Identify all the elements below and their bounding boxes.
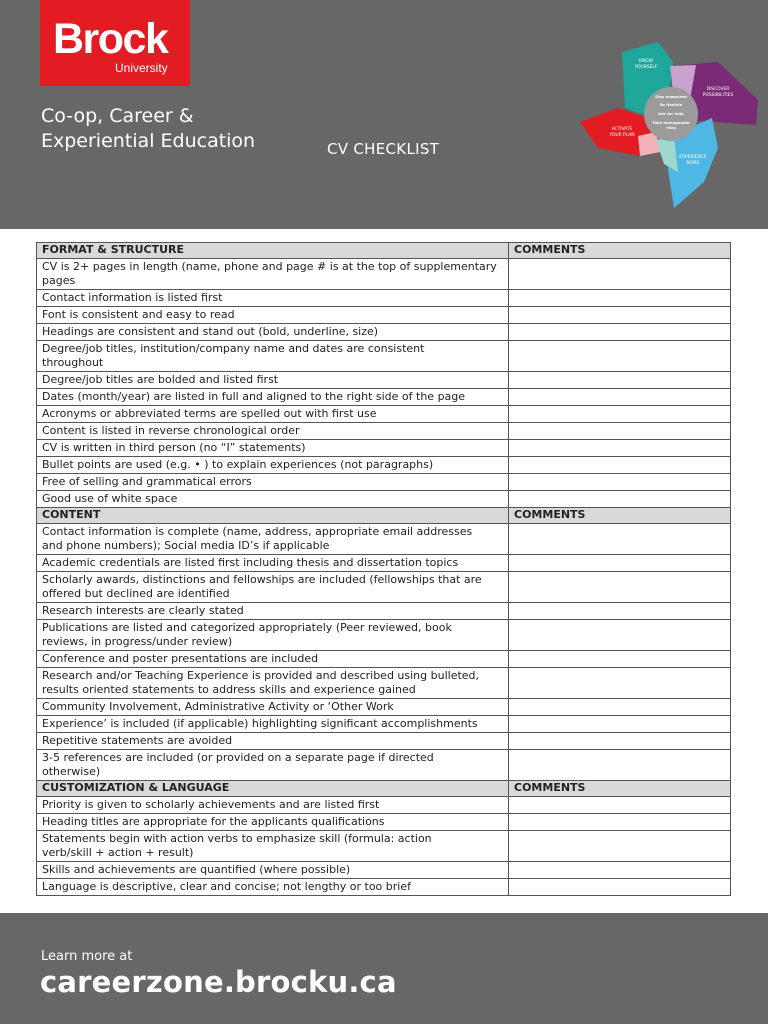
checklist-item-text (37, 699, 509, 716)
comments-cell[interactable] (509, 440, 731, 457)
checklist-item-line: CV is 2+ pages in length (name, phone and page # is at the top of supplementary (42, 259, 497, 273)
checklist-item-text (37, 750, 509, 781)
pinwheel-center-line2: Be flexible (659, 102, 683, 107)
checklist-row (37, 572, 731, 603)
checklist-item-line: Contact information is complete (name, address, appropriate email addresses (42, 524, 473, 538)
checklist-row (37, 879, 731, 896)
career-pinwheel-graphic (578, 40, 762, 210)
checklist-item-line: Contact information is listed first (42, 290, 223, 304)
checklist-row (37, 831, 731, 862)
pinwheel-activate-line1: ACTIVATE (611, 127, 633, 132)
comments-cell[interactable] (509, 831, 731, 862)
checklist-item-line: Community Involvement, Administrative Activity or ‘Other Work (42, 699, 394, 713)
checklist-item-text (37, 290, 509, 307)
section-header-row (37, 781, 731, 797)
section-header-row (37, 243, 731, 259)
logo-university-text: University (115, 61, 168, 75)
department-name (41, 104, 255, 154)
checklist-item-line: Conference and poster presentations are included (42, 651, 319, 665)
brock-logo (40, 0, 190, 86)
comments-cell[interactable] (509, 668, 731, 699)
checklist-item-line: Publications are listed and categorized appropriately (Peer reviewed, book (42, 620, 452, 634)
checklist-item-text (37, 862, 509, 879)
checklist-item-text (37, 814, 509, 831)
checklist-item-text (37, 879, 509, 896)
checklist-item-text (37, 457, 509, 474)
checklist-item-text (37, 307, 509, 324)
checklist-row (37, 862, 731, 879)
pinwheel-know-line2: YOURSELF (634, 65, 658, 70)
checklist-item-text (37, 524, 509, 555)
pinwheel-center-line1: Stay organized (654, 94, 688, 99)
checklist-row (37, 423, 731, 440)
checklist-item-line: Free of selling and grammatical errors (42, 474, 252, 488)
checklist-row (37, 406, 731, 423)
checklist-item-text (37, 555, 509, 572)
pinwheel-know-line1: KNOW (639, 59, 653, 64)
pinwheel-activate-line2: YOUR PLAN (609, 133, 635, 138)
checklist-item-line: Dates (month/year) are listed in full and aligned to the right side of the page (42, 389, 466, 403)
checklist-item-text (37, 406, 509, 423)
comments-header: COMMENTS (509, 508, 731, 524)
checklist-row (37, 491, 731, 508)
comments-cell[interactable] (509, 474, 731, 491)
comments-cell[interactable] (509, 862, 731, 879)
checklist-item-text (37, 797, 509, 814)
department-line-2: Experiential Education (41, 130, 256, 152)
comments-cell[interactable] (509, 457, 731, 474)
logo-brand-text: Brock (53, 15, 168, 63)
checklist-item-line: Skills and achievements are quantified (where possible) (42, 862, 351, 876)
comments-cell[interactable] (509, 572, 731, 603)
comments-cell[interactable] (509, 423, 731, 440)
checklist-item-text (37, 372, 509, 389)
comments-cell[interactable] (509, 524, 731, 555)
checklist-item-line: Experience’ is included (if applicable) highlighting significant accomplishments (42, 716, 478, 730)
checklist-item-text (37, 423, 509, 440)
checklist-row (37, 341, 731, 372)
checklist-row (37, 797, 731, 814)
checklist-item-text (37, 259, 509, 290)
pinwheel-experience-line1: EXPERIENCE (679, 155, 707, 160)
checklist-item-line: 3-5 references are included (or provided on a separate page if directed (42, 750, 434, 764)
checklist-row (37, 699, 731, 716)
checklist-item-line: Statements begin with action verbs to emphasize skill (formula: action (42, 831, 432, 845)
comments-header: COMMENTS (509, 243, 731, 259)
comments-cell[interactable] (509, 797, 731, 814)
checklist-item-text (37, 733, 509, 750)
checklist-item-line: Repetitive statements are avoided (42, 733, 233, 747)
checklist-row (37, 555, 731, 572)
comments-cell[interactable] (509, 620, 731, 651)
checklist-row (37, 668, 731, 699)
checklist-item-line: offered but declined are identified (42, 587, 230, 600)
comments-cell[interactable] (509, 491, 731, 508)
checklist-item-text (37, 603, 509, 620)
pinwheel-discover-line1: DISCOVER (706, 87, 730, 92)
section-title: CUSTOMIZATION & LANGUAGE (37, 781, 509, 797)
comments-cell[interactable] (509, 750, 731, 781)
checklist-item-text (37, 716, 509, 733)
checklist-item-text (37, 668, 509, 699)
checklist-row (37, 716, 731, 733)
checklist-item-line: throughout (42, 356, 104, 369)
checklist-row (37, 290, 731, 307)
checklist-item-line: Scholarly awards, distinctions and fellowships are included (fellowships that are (42, 572, 482, 586)
comments-cell[interactable] (509, 406, 731, 423)
checklist-row (37, 750, 731, 781)
checklist-item-text (37, 474, 509, 491)
pinwheel-center-line3: Ask for help (658, 111, 684, 116)
checklist-item-line: Research and/or Teaching Experience is provided and described using bulleted, (42, 668, 480, 682)
cv-checklist-table (36, 242, 731, 896)
checklist-item-line: CV is written in third person (no “I” statements) (42, 440, 306, 454)
checklist-item-text (37, 389, 509, 406)
checklist-row (37, 372, 731, 389)
comments-cell[interactable] (509, 290, 731, 307)
department-line-1: Co-op, Career & (41, 105, 194, 127)
checklist-item-text (37, 341, 509, 372)
comments-cell[interactable] (509, 699, 731, 716)
checklist-row (37, 324, 731, 341)
checklist-item-line: Font is consistent and easy to read (42, 307, 235, 321)
checklist-item-line: Language is descriptive, clear and concise; not lengthy or too brief (42, 879, 411, 893)
comments-cell[interactable] (509, 389, 731, 406)
checklist-item-line: pages (42, 274, 76, 287)
section-title: FORMAT & STRUCTURE (37, 243, 509, 259)
checklist-item-text (37, 440, 509, 457)
checklist-item-line: and phone numbers); Social media ID’s if applicable (42, 539, 330, 552)
checklist-item-line: Degree/job titles, institution/company name and dates are consistent (42, 341, 425, 355)
comments-cell[interactable] (509, 814, 731, 831)
checklist-row (37, 474, 731, 491)
footer-band (0, 913, 768, 1024)
comments-cell[interactable] (509, 372, 731, 389)
checklist-row (37, 733, 731, 750)
checklist-row (37, 457, 731, 474)
pinwheel-center-line5: risks (665, 125, 677, 130)
checklist-item-text (37, 651, 509, 668)
comments-cell[interactable] (509, 733, 731, 750)
comments-cell[interactable] (509, 324, 731, 341)
checklist-item-line: Heading titles are appropriate for the applicants qualifications (42, 814, 385, 828)
checklist-row (37, 814, 731, 831)
checklist-item-text (37, 491, 509, 508)
checklist-item-line: Headings are consistent and stand out (bold, underline, size) (42, 324, 379, 338)
checklist-row (37, 603, 731, 620)
checklist-item-line: Acronyms or abbreviated terms are spelled out with first use (42, 406, 377, 420)
checklist-item-line: Content is listed in reverse chronological order (42, 423, 300, 437)
checklist-item-line: Good use of white space (42, 491, 178, 505)
comments-cell[interactable] (509, 716, 731, 733)
comments-cell[interactable] (509, 341, 731, 372)
comments-cell[interactable] (509, 259, 731, 290)
checklist-item-line: Degree/job titles are bolded and listed first (42, 372, 279, 386)
checklist-item-line: Bullet points are used (e.g. • ) to explain experiences (not paragraphs) (42, 457, 434, 471)
checklist-row (37, 524, 731, 555)
header-band (0, 0, 768, 229)
checklist-row (37, 620, 731, 651)
pinwheel-center-line4: Take manageable (652, 120, 690, 125)
checklist-item-text (37, 572, 509, 603)
checklist-item-line: Academic credentials are listed first including thesis and dissertation topics (42, 555, 459, 569)
checklist-item-line: verb/skill + action + result) (42, 846, 194, 859)
section-header-row (37, 508, 731, 524)
checklist-row (37, 651, 731, 668)
checklist-item-line: reviews, in progress/under review) (42, 635, 233, 648)
checklist-item-line: otherwise) (42, 765, 101, 778)
comments-cell[interactable] (509, 307, 731, 324)
checklist-item-line: Priority is given to scholarly achievements and are listed first (42, 797, 380, 811)
comments-cell[interactable] (509, 603, 731, 620)
checklist-row (37, 259, 731, 290)
checklist-item-text (37, 620, 509, 651)
section-title: CONTENT (37, 508, 509, 524)
pinwheel-experience-line2: MORE (686, 161, 700, 166)
pinwheel-discover-line2: POSSIBILITIES (702, 93, 734, 98)
checklist-item-text (37, 324, 509, 341)
comments-cell[interactable] (509, 555, 731, 572)
footer-learn-more: Learn more at (41, 949, 133, 964)
footer-url: careerzone.brocku.ca (40, 965, 397, 999)
document-title: CV CHECKLIST (327, 140, 440, 158)
comments-cell[interactable] (509, 651, 731, 668)
checklist-row (37, 389, 731, 406)
comments-cell[interactable] (509, 879, 731, 896)
checklist-row (37, 440, 731, 457)
checklist-item-line: results oriented statements to address skills and experience gained (42, 683, 416, 696)
checklist-item-text (37, 831, 509, 862)
comments-header: COMMENTS (509, 781, 731, 797)
checklist-item-line: Research interests are clearly stated (42, 603, 244, 617)
checklist-row (37, 307, 731, 324)
